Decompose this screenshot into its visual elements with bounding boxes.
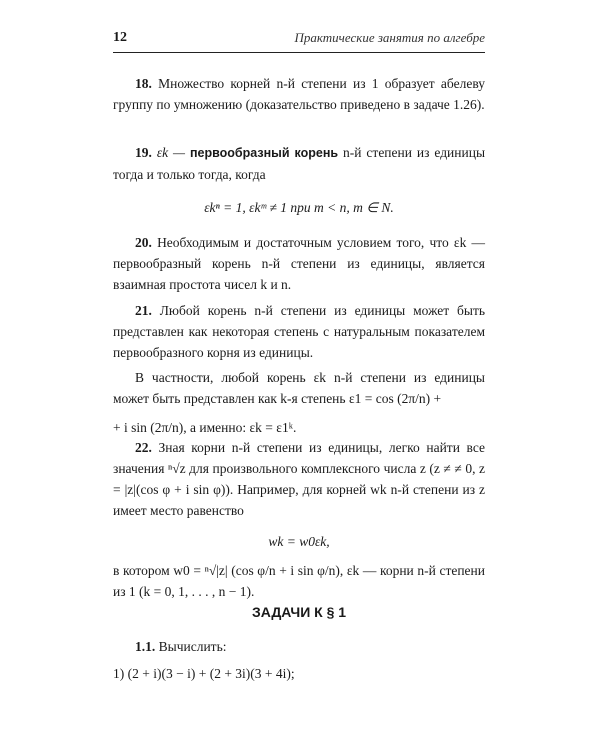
- item-22-number: 22.: [135, 440, 152, 455]
- running-title: Практические занятия по алгебре: [294, 30, 485, 45]
- item-20-paragraph: [113, 232, 485, 295]
- task-1-1-text: Вычислить:: [158, 639, 227, 654]
- item-20-number: 20.: [135, 235, 152, 250]
- item-18: [113, 73, 485, 115]
- page-number: 12: [113, 30, 127, 45]
- page-header: [113, 30, 485, 53]
- task-1-1-item-1: 1) (2 + i)(3 − i) + (2 + 3i)(3 + 4i);: [113, 666, 295, 681]
- item-19: [113, 142, 485, 218]
- task-1-1: [113, 636, 485, 684]
- item-21: [113, 300, 485, 438]
- item-19-term: первообразный корень: [190, 146, 339, 160]
- item-21-paragraph-3: + i sin (2π/n), а именно: εk = ε1ᵏ.: [113, 420, 297, 435]
- item-18-paragraph: [113, 73, 485, 115]
- item-22-text: Зная корни n-й степени из единицы, легко найти все значения ⁿ√z для произвольного комплексного числа z (z ≠ ≠ 0, z = |z|(cos φ + i sin φ)). Например, для корней wk n-й степени из z имеет место равенство: [113, 440, 485, 518]
- item-18-text: Множество корней n-й степени из 1 образует абелеву группу по умножению (доказательство приведено в задаче 1.26).: [113, 76, 485, 112]
- item-19-formula: εkⁿ = 1, εkᵐ ≠ 1 при m < n, m ∈ N.: [204, 200, 394, 215]
- task-1-1-number: 1.1.: [135, 639, 156, 654]
- item-22-paragraph: [113, 437, 485, 521]
- section-heading: ЗАДАЧИ К § 1: [251, 604, 347, 620]
- item-21-number: 21.: [135, 303, 152, 318]
- item-22: [113, 437, 485, 602]
- item-19-number: 19.: [135, 145, 152, 160]
- item-21-paragraph: [113, 300, 485, 363]
- item-20: [113, 232, 485, 295]
- item-20-text: Необходимым и достаточным условием того, что εk — первообразный корень n-й степени из единицы, является взаимная простота чисел k и n.: [113, 235, 485, 292]
- item-21-paragraph-2: В частности, любой корень εk n-й степени из единицы может быть представлен как k-я степень ε1 = cos (2π/n) +: [113, 370, 485, 406]
- task-1-1-heading: [113, 636, 485, 657]
- item-18-number: 18.: [135, 76, 152, 91]
- item-22-formula: wk = w0εk,: [268, 534, 330, 549]
- item-19-paragraph: [113, 142, 485, 185]
- item-21-text: Любой корень n-й степени из единицы может быть представлен как некоторая степень с натуральным показателем первообразного корня из единицы.: [113, 303, 485, 360]
- item-19-lead: εk —: [156, 145, 186, 160]
- item-22-after: в котором w0 = ⁿ√|z| (cos φ/n + i sin φ/n), εk — корни n-й степени из 1 (k = 0, 1, . . . , n − 1).: [113, 563, 485, 599]
- item-19-tail: n-й степени из единицы тогда и только тогда, когда: [113, 145, 486, 182]
